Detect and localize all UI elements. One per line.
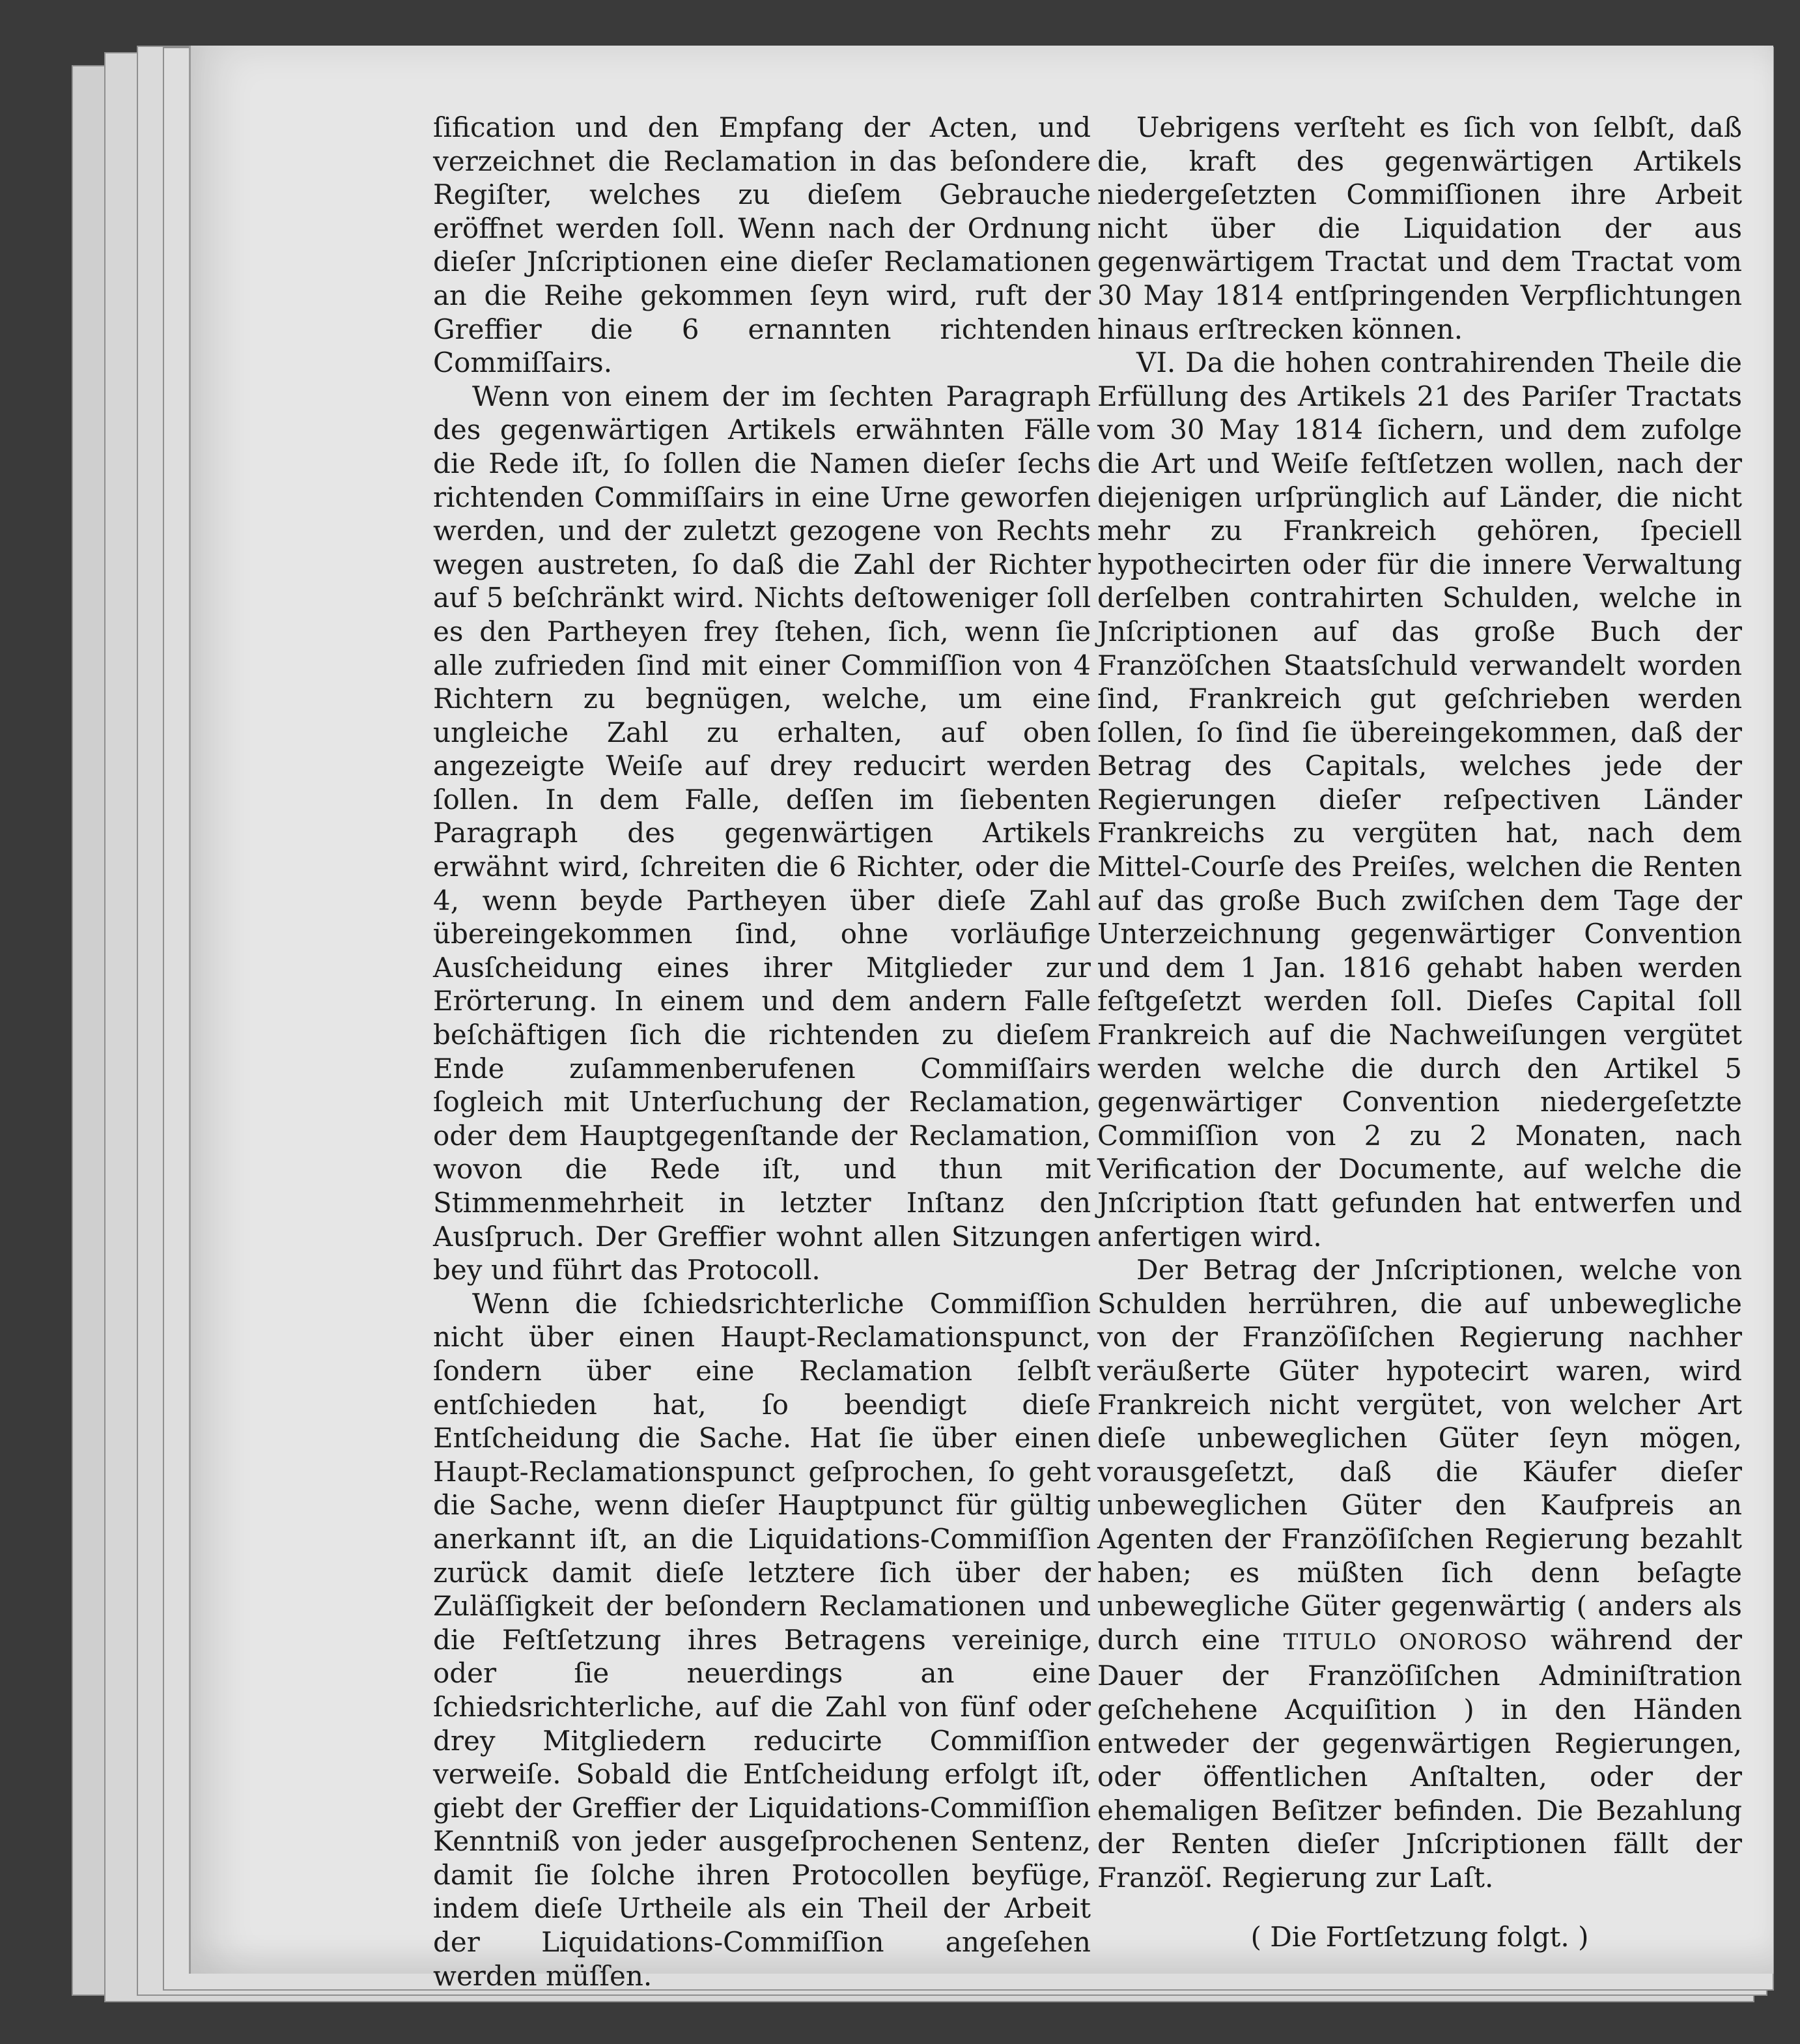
latin-phrase: TITULO ONOROSO [1283, 1628, 1528, 1655]
right-text-column [1097, 111, 1742, 1954]
paragraph: Wenn die ſchiedsrichterliche Commiſſion nicht über einen Haupt-Reclamationspunct, ſondern über eine Reclamation ſelbſt entſchieden hat, ſo beendigt dieſe Entſcheidung die Sache. Hat ſie über einen Haupt-Reclamationspunct geſprochen, ſo geht die Sache, wenn dieſer Hauptpunct für gültig anerkannt iſt, an die Liquidations-Commiſſion zurück damit dieſe letztere ſich über der Zuläſſigkeit der beſondern Reclamationen und die Feſtſetzung ihres Betragens vereinige, oder ſie neuerdings an eine ſchiedsrichterliche, auf die Zahl von fünf oder drey Mitgliedern reducirte Commiſſion verweiſe. Sobald die Entſcheidung erfolgt iſt, giebt der Greffier der Liquidations-Commiſſion Kenntniß von jeder ausgeſprochenen Sentenz, damit ſie ſolche ihren Protocollen beyfüge, indem dieſe Urtheile als ein Theil der Arbeit der Liquidations-Commiſſion angeſehen werden müſſen. [433, 1287, 1091, 1992]
left-text-column [433, 111, 1091, 1993]
paragraph [1097, 1253, 1742, 1894]
paragraph: Uebrigens verſteht es ſich von ſelbſt, daß die, kraft des gegenwärtigen Artikels niedergeſetzten Commiſſionen ihre Arbeit nicht über die Liquidation der aus gegenwärtigem Tractat und dem Tractat vom 30 May 1814 entſpringenden Verpflichtungen hinaus erſtrecken können. [1097, 111, 1742, 345]
paragraph: ſification und den Empfang der Acten, und verzeichnet die Reclamation in das beſondere Regiſter, welches zu dieſem Gebrauche eröffnet werden ſoll. Wenn nach der Ordnung dieſer Jnſcriptionen eine dieſer Reclamationen an die Reihe gekommen ſeyn wird, ruft der Greffier die 6 ernannten richtenden Commiſſairs. [433, 111, 1091, 379]
paragraph-text: Der Betrag der Jnſcriptionen, welche von Schulden herrühren, die auf unbewegliche von der Franzöſiſchen Regierung nachher veräußerte Güter hypotecirt waren, wird Frankreich nicht vergütet, von welcher Art dieſe unbeweglichen Güter ſeyn mögen, vorausgeſetzt, daß die Käufer dieſer unbeweglichen Güter den Kaufpreis an Agenten der Franzöſiſchen Regierung bezahlt haben; es müßten ſich denn beſagte unbewegliche Güter gegenwärtig ( anders als durch eine [1097, 1254, 1742, 1656]
continuation-note: ( Die Fortſetzung folgt. ) [1250, 1921, 1589, 1953]
paragraph: Wenn von einem der im ſechten Paragraph des gegenwärtigen Artikels erwähnten Fälle die Rede iſt, ſo ſollen die Namen dieſer ſechs richtenden Commiſſairs in eine Urne geworfen werden, und der zuletzt gezogene von Rechts wegen austreten, ſo daß die Zahl der Richter auf 5 beſchränkt wird. Nichts deſtoweniger ſoll es den Partheyen frey ſtehen, ſich, wenn ſie alle zufrieden ſind mit einer Commiſſion von 4 Richtern zu begnügen, welche, um eine ungleiche Zahl zu erhalten, auf oben angezeigte Weiſe auf drey reducirt werden ſollen. In dem Falle, deſſen im ſiebenten Paragraph des gegenwärtigen Artikels erwähnt wird, ſchreiten die 6 Richter, oder die 4, wenn beyde Partheyen über dieſe Zahl übereingekommen ſind, ohne vorläufige Ausſcheidung eines ihrer Mitglieder zur Erörterung. In einem und dem andern Falle beſchäftigen ſich die richtenden zu dieſem Ende zuſammenberufenen Commiſſairs ſogleich mit Unterſuchung der Reclamation, oder dem Hauptgegenſtande der Reclamation, wovon die Rede iſt, und thun mit Stimmenmehrheit in letzter Inſtanz den Ausſpruch. Der Greffier wohnt allen Sitzungen bey und führt das Protocoll. [433, 380, 1091, 1286]
paragraph: VI. Da die hohen contrahirenden Theile die Erfüllung des Artikels 21 des Pariſer Tractats vom 30 May 1814 ſichern, und dem zufolge die Art und Weiſe feſtſetzen wollen, nach der diejenigen urſprünglich auf Länder, die nicht mehr zu Frankreich gehören, ſpeciell hypothecirten oder für die innere Verwaltung derſelben contrahirten Schulden, welche in Jnſcriptionen auf das große Buch der Franzöſchen Staatsſchuld verwandelt worden ſind, Frankreich gut geſchrieben werden ſollen, ſo ſind ſie übereingekommen, daß der Betrag des Capitals, welches jede der Regierungen dieſer reſpectiven Länder Frankreichs zu vergüten hat, nach dem Mittel-Courſe des Preiſes, welchen die Renten auf das große Buch zwiſchen dem Tage der Unterzeichnung gegenwärtiger Convention und dem 1 Jan. 1816 gehabt haben werden feſtgeſetzt werden ſoll. Dieſes Capital ſoll Frankreich auf die Nachweiſungen vergütet werden welche die durch den Artikel 5 gegenwärtiger Convention niedergeſetzte Commiſſion von 2 zu 2 Monaten, nach Verification der Documente, auf welche die Jnſcription ſtatt gefunden hat entwerfen und anfertigen wird. [1097, 347, 1742, 1253]
paragraph-text: während der Dauer der Franzöſiſchen Adminiſtration geſchehene Acquiſition ) in den Händen entweder der gegenwärtigen Regierungen, oder öffentlichen Anſtalten, oder der ehemaligen Beſitzer befinden. Die Bezahlung der Renten dieſer Jnſcriptionen fällt der Franzöſ. Regierung zur Laſt. [1097, 1623, 1743, 1894]
